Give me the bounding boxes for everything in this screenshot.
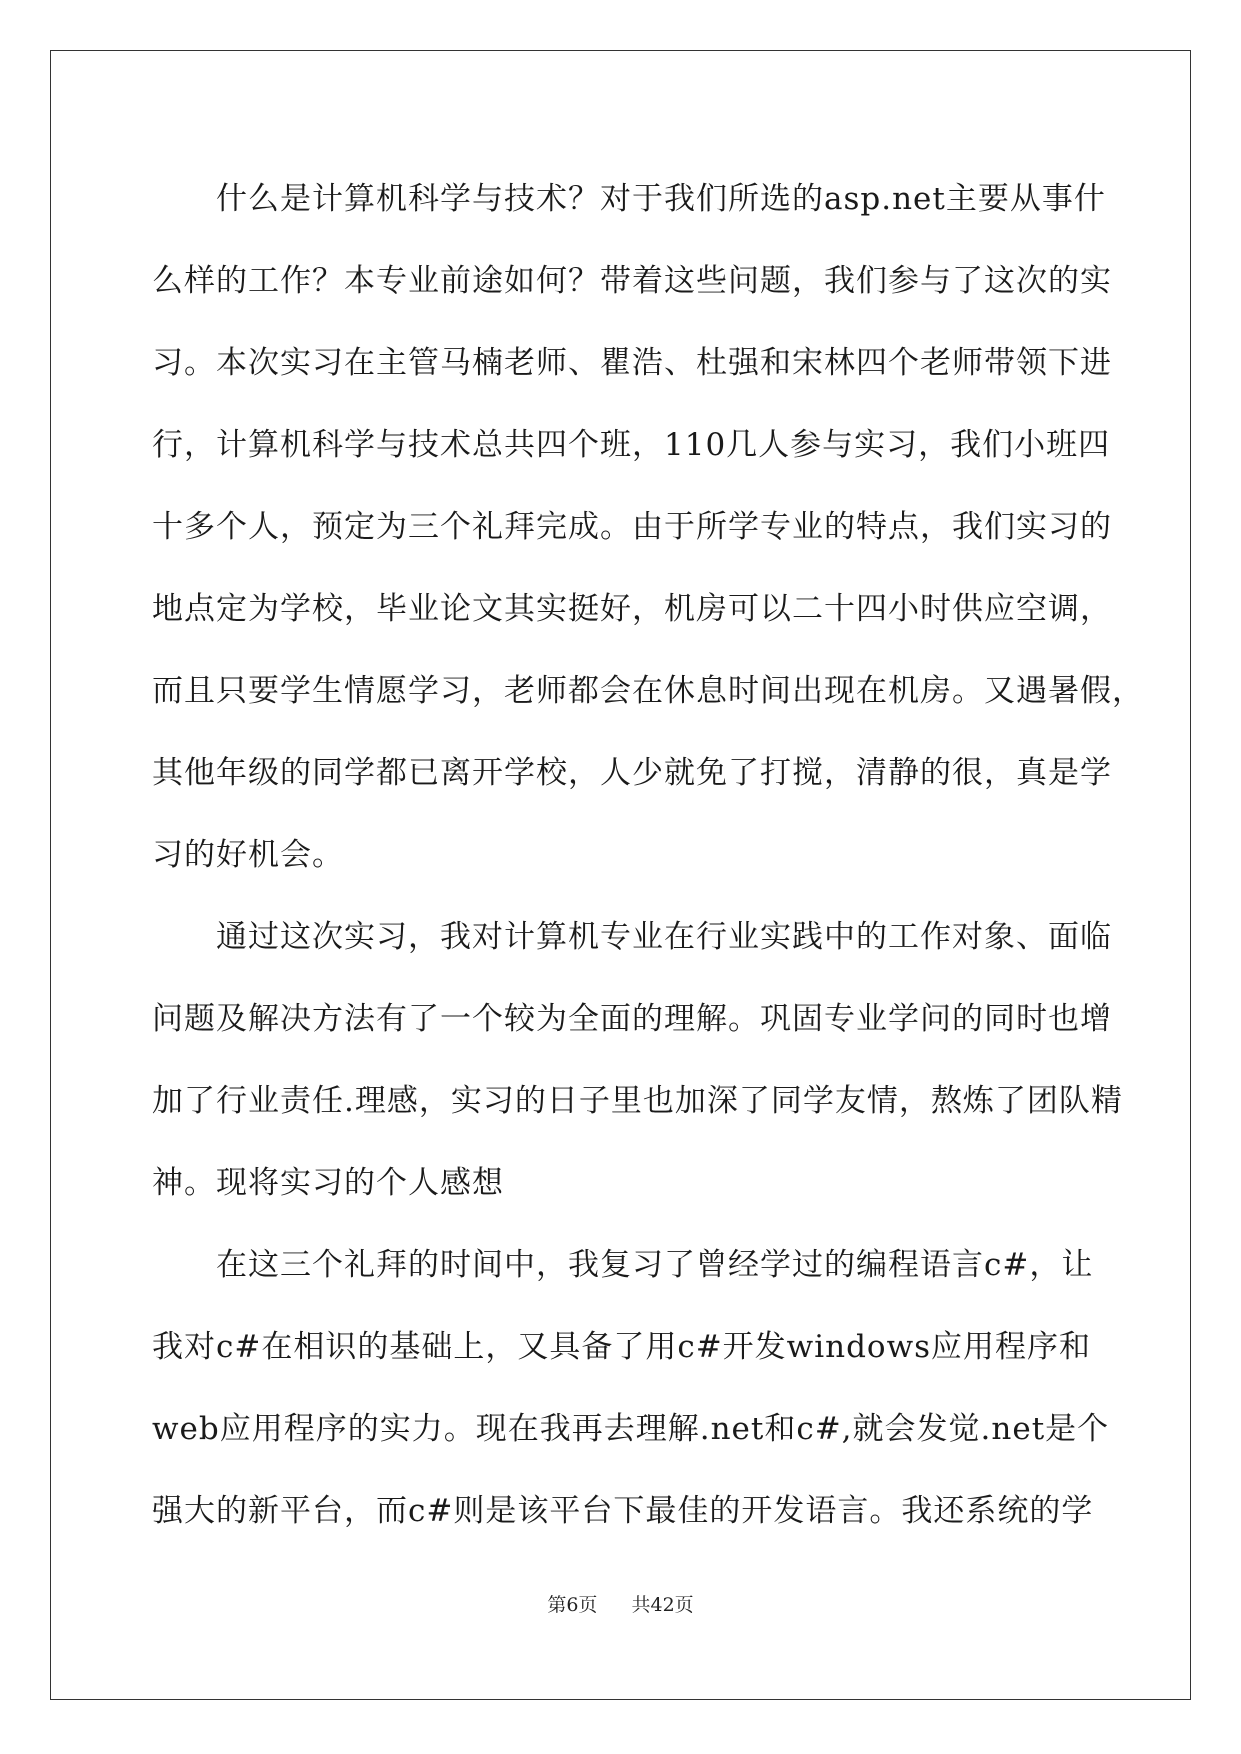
text-line: 什么是计算机科学与技术？对于我们所选的asp.net主要从事什 <box>216 181 1106 217</box>
text-line: 而且只要学生情愿学习，老师都会在休息时间出现在机房。又遇暑假， <box>152 673 1144 709</box>
text-line: web应用程序的实力。现在我再去理解.net和c#,就会发觉.net是个 <box>152 1411 1110 1447</box>
text-line: 加了行业责任.理感，实习的日子里也加深了同学友情，熬炼了团队精 <box>152 1083 1123 1119</box>
document-body <box>152 158 1144 1552</box>
text-line: 强大的新平台，而c#则是该平台下最佳的开发语言。我还系统的学 <box>152 1493 1094 1529</box>
page-number: 第6页 <box>547 1594 598 1616</box>
text-line: 问题及解决方法有了一个较为全面的理解。巩固专业学问的同时也增 <box>152 1001 1112 1037</box>
text-line: 么样的工作？本专业前途如何？带着这些问题，我们参与了这次的实 <box>152 263 1112 299</box>
text-line: 习的好机会。 <box>152 837 344 873</box>
text-line: 十多个人，预定为三个礼拜完成。由于所学专业的特点，我们实习的 <box>152 509 1112 545</box>
text-line: 神。现将实习的个人感想 <box>152 1165 504 1201</box>
text-line: 行，计算机科学与技术总共四个班，110几人参与实习，我们小班四 <box>152 427 1111 463</box>
text-line: 我对c#在相识的基础上，又具备了用c#开发windows应用程序和 <box>152 1329 1092 1365</box>
text-line: 在这三个礼拜的时间中，我复习了曾经学过的编程语言c#，让 <box>216 1247 1094 1283</box>
page-footer <box>0 1590 1241 1617</box>
text-line: 其他年级的同学都已离开学校，人少就免了打搅，清静的很，真是学 <box>152 755 1112 791</box>
page-total: 共42页 <box>631 1594 694 1616</box>
text-line: 习。本次实习在主管马楠老师、瞿浩、杜强和宋林四个老师带领下进 <box>152 345 1112 381</box>
text-line: 地点定为学校，毕业论文其实挺好，机房可以二十四小时供应空调， <box>152 591 1112 627</box>
text-line: 通过这次实习，我对计算机专业在行业实践中的工作对象、面临 <box>216 919 1112 955</box>
